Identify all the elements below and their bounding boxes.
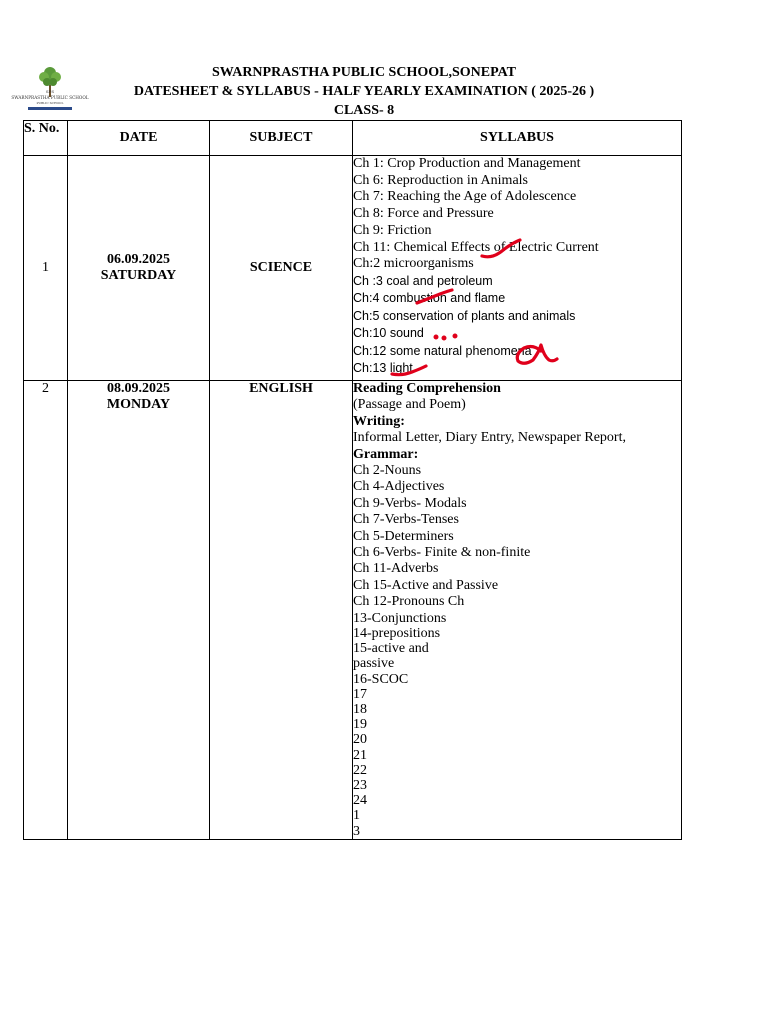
syllabus-item: Ch 4-Adjectives bbox=[353, 479, 445, 495]
syllabus-heading: Writing: bbox=[353, 413, 405, 429]
row-day: MONDAY bbox=[106, 397, 171, 412]
syllabus-item: (Passage and Poem) bbox=[353, 397, 466, 413]
syllabus-item: Ch:4 combustion and flame bbox=[353, 291, 506, 306]
school-name: SWARNPRASTHA PUBLIC SCHOOL,SONEPAT bbox=[211, 65, 517, 80]
syllabus-item: Informal Letter, Diary Entry, Newspaper Report, bbox=[353, 430, 626, 446]
svg-text:SPS: SPS bbox=[45, 89, 55, 94]
class-label: CLASS- 8 bbox=[333, 103, 395, 118]
syllabus-item: Ch:10 sound bbox=[353, 326, 424, 341]
header-sno: S. No. bbox=[24, 121, 68, 156]
datesheet-table bbox=[23, 120, 682, 840]
syllabus-item: Ch 11: Chemical Effects of Electric Current bbox=[353, 239, 599, 255]
row-sno: 2 bbox=[24, 381, 68, 840]
syllabus-number: 22 bbox=[353, 762, 367, 778]
syllabus-item: Ch 1: Crop Production and Management bbox=[353, 156, 581, 171]
syllabus-number: 20 bbox=[353, 732, 367, 748]
syllabus-item: Ch:13 light bbox=[353, 361, 413, 376]
syllabus-item: Ch:12 some natural phenomena bbox=[353, 343, 532, 358]
syllabus-item: Ch:2 microorganisms bbox=[353, 256, 474, 272]
table-row bbox=[24, 156, 682, 381]
syllabus-heading: Grammar: bbox=[353, 446, 419, 462]
row-date-cell bbox=[68, 156, 210, 381]
syllabus-number: 24 bbox=[353, 793, 367, 809]
syllabus-item: passive bbox=[353, 656, 395, 672]
row-subject: ENGLISH bbox=[210, 381, 353, 840]
syllabus-number: 19 bbox=[353, 717, 367, 733]
exam-title: DATESHEET & SYLLABUS - HALF YEARLY EXAMINATION ( 2025-26 ) bbox=[133, 84, 595, 99]
syllabus-number: 18 bbox=[353, 701, 367, 717]
table-row bbox=[24, 381, 682, 840]
header-syllabus: SYLLABUS bbox=[353, 121, 682, 156]
syllabus-item: Ch 9-Verbs- Modals bbox=[353, 495, 467, 511]
row-subject: SCIENCE bbox=[210, 156, 353, 381]
syllabus-item: Ch 15-Active and Passive bbox=[353, 577, 499, 593]
syllabus-item: 13-Conjunctions bbox=[353, 610, 447, 626]
syllabus-item: Ch 9: Friction bbox=[353, 222, 432, 238]
syllabus-item: Ch 7-Verbs-Tenses bbox=[353, 512, 459, 528]
syllabus-heading: Reading Comprehension bbox=[353, 381, 501, 396]
syllabus-item: Ch :3 coal and petroleum bbox=[353, 273, 493, 288]
table-header-row bbox=[24, 121, 682, 156]
syllabus-cell-science bbox=[353, 156, 682, 381]
syllabus-number: 1 bbox=[353, 808, 360, 824]
svg-text:SWARNPRASTHA PUBLIC SCHOOL: SWARNPRASTHA PUBLIC SCHOOL bbox=[11, 95, 89, 100]
syllabus-item: 15-active and bbox=[353, 641, 429, 657]
syllabus-number: 17 bbox=[353, 686, 367, 702]
row-sno: 1 bbox=[24, 156, 68, 381]
row-date: 08.09.2025 bbox=[107, 381, 170, 396]
syllabus-item: Ch 6-Verbs- Finite & non-finite bbox=[353, 545, 531, 561]
syllabus-item: Ch 8: Force and Pressure bbox=[353, 206, 494, 222]
syllabus-item: Ch 2-Nouns bbox=[353, 463, 422, 479]
row-date-cell bbox=[68, 381, 210, 840]
syllabus-number: 21 bbox=[353, 747, 367, 763]
syllabus-item: Ch:5 conservation of plants and animals bbox=[353, 308, 576, 323]
syllabus-item: Ch 5-Determiners bbox=[353, 528, 454, 544]
row-date: 06.09.2025 bbox=[107, 252, 170, 267]
syllabus-item: Ch 11-Adverbs bbox=[353, 561, 439, 577]
header-date: DATE bbox=[68, 121, 210, 156]
syllabus-item: Ch 6: Reproduction in Animals bbox=[353, 172, 528, 188]
syllabus-cell-english bbox=[353, 381, 682, 840]
syllabus-number: 3 bbox=[353, 823, 360, 839]
syllabus-item: 14-prepositions bbox=[353, 625, 441, 641]
syllabus-item: Ch 12-Pronouns Ch bbox=[353, 594, 465, 610]
row-day: SATURDAY bbox=[100, 268, 177, 283]
syllabus-item: 16-SCOC bbox=[353, 671, 409, 687]
header-subject: SUBJECT bbox=[210, 121, 353, 156]
svg-text:PUBLIC SCHOOL: PUBLIC SCHOOL bbox=[36, 101, 64, 105]
syllabus-number: 23 bbox=[353, 777, 367, 793]
syllabus-item: Ch 7: Reaching the Age of Adolescence bbox=[353, 189, 577, 205]
